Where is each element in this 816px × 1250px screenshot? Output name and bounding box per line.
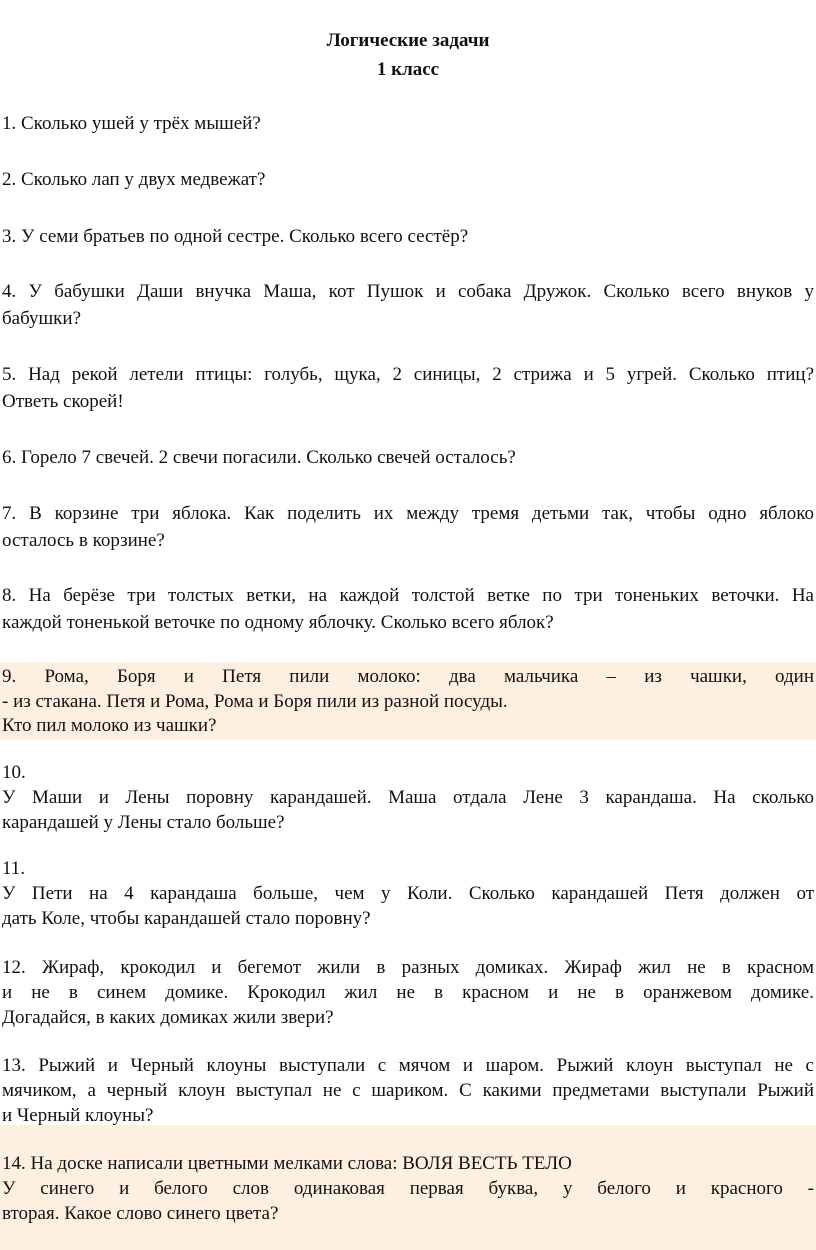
document-title: Логические задачи	[326, 30, 490, 51]
task-5-line: Ответь скорей!	[2, 391, 124, 412]
task-14-line: 14. На доске написали цветными мелками слова: ВОЛЯ ВЕСТЬ ТЕЛО	[2, 1153, 572, 1174]
task-11-line: дать Коле, чтобы карандашей стало поровну?	[2, 908, 371, 929]
task-3-line: 3. У семи братьев по одной сестре. Сколько всего сестёр?	[2, 226, 469, 247]
grade-label: 1 класс	[376, 59, 440, 80]
task-10-line: У Маши и Лены поровну карандашей. Маша отдала Лене 3 карандаша. На сколько	[2, 787, 814, 808]
task-10-line: 10.	[2, 762, 26, 783]
task-12-line: и не в синем домике. Крокодил жил не в красном и не в оранжевом домике.	[2, 982, 814, 1003]
task-8-line: 8. На берёзе три толстых ветки, на каждой толстой ветке по три тоненьких веточки. На	[2, 585, 814, 606]
task-6-line: 6. Горело 7 свечей. 2 свечи погасили. Сколько свечей осталось?	[2, 447, 516, 468]
task-12-line: Догадайся, в каких домиках жили звери?	[2, 1007, 334, 1028]
task-12-line: 12. Жираф, крокодил и бегемот жили в разных домиках. Жираф жил не в красном	[2, 957, 814, 978]
task-9-line: 9. Рома, Боря и Петя пили молоко: два мальчика – из чашки, один	[2, 666, 814, 687]
task-8-line: каждой тоненькой веточке по одному яблочку. Сколько всего яблок?	[2, 612, 554, 633]
task-10-line: карандашей у Лены стало больше?	[2, 812, 285, 833]
task-11-line: У Пети на 4 карандаша больше, чем у Коли. Сколько карандашей Петя должен от	[2, 883, 814, 904]
task-2-line: 2. Сколько лап у двух медвежат?	[2, 169, 266, 190]
task-13-line: и Черный клоуны?	[2, 1105, 154, 1126]
task-13-line: мячиком, а черный клоун выступал не с шариком. С какими предметами выступали Рыжий	[2, 1080, 814, 1101]
task-9-line: - из стакана. Петя и Рома, Рома и Боря пили из разной посуды.	[2, 691, 508, 712]
task-7-line: 7. В корзине три яблока. Как поделить их между тремя детьми так, чтобы одно яблоко	[2, 503, 814, 524]
task-4-line: 4. У бабушки Даши внучка Маша, кот Пушок и собака Дружок. Сколько всего внуков у	[2, 281, 814, 302]
task-7-line: осталось в корзине?	[2, 530, 165, 551]
task-11-line: 11.	[2, 858, 26, 879]
task-5-line: 5. Над рекой летели птицы: голубь, щука, 2 синицы, 2 стрижа и 5 угрей. Сколько птиц?	[2, 364, 814, 385]
task-13-line: 13. Рыжий и Черный клоуны выступали с мячом и шаром. Рыжий клоун выступал не с	[2, 1055, 814, 1076]
task-14-line: вторая. Какое слово синего цвета?	[2, 1203, 279, 1224]
task-4-line: бабушки?	[2, 308, 82, 329]
task-1-line: 1. Сколько ушей у трёх мышей?	[2, 113, 261, 134]
task-14-line: У синего и белого слов одинаковая первая буква, у белого и красного -	[2, 1178, 814, 1199]
task-9-line: Кто пил молоко из чашки?	[2, 715, 217, 736]
